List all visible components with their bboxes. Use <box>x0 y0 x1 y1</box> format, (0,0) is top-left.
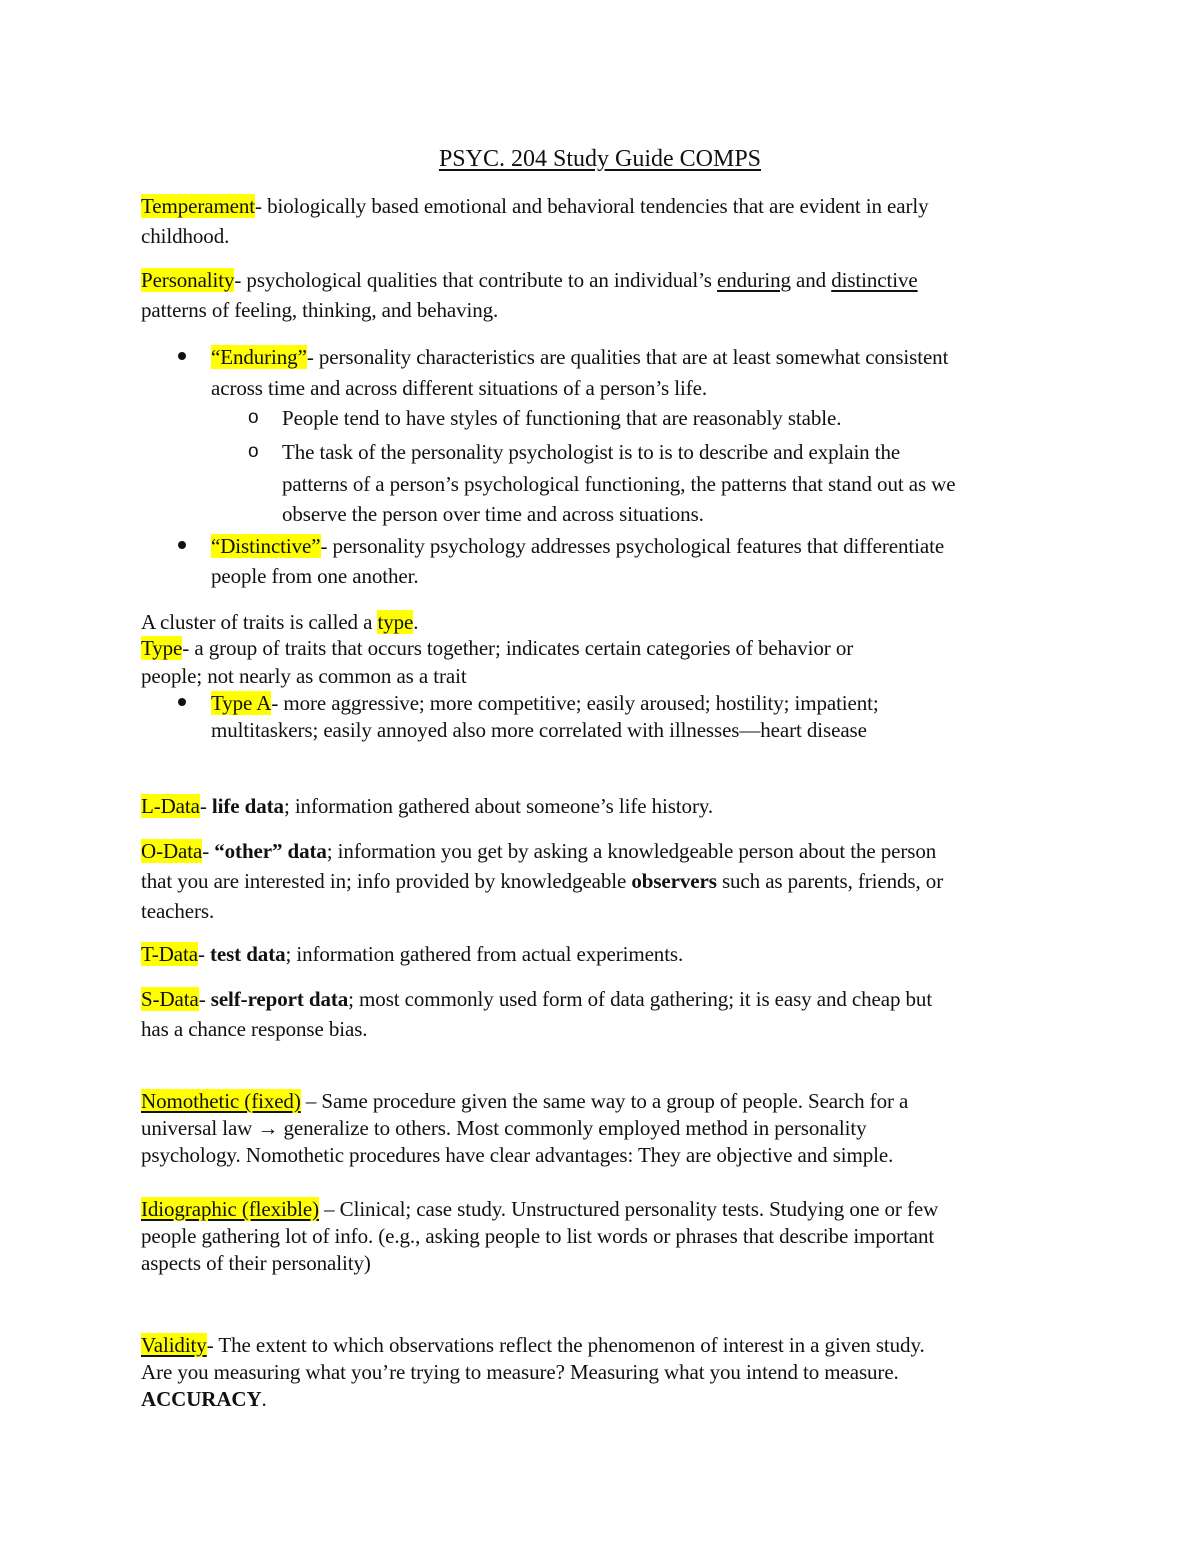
type-a-term: Type A <box>211 691 272 715</box>
enduring-sub-2-line-3: observe the person over time and across situations. <box>282 502 704 526</box>
l-data-line: L-Data- life data; information gathered about someone’s life history. <box>141 794 714 818</box>
personality-term: Personality <box>141 268 235 292</box>
idiographic-line-2: people gathering lot of info. (e.g., asking people to list words or phrases that describe important <box>141 1224 935 1248</box>
nomothetic-line-2: universal law → generalize to others. Most commonly employed method in personality <box>141 1116 867 1140</box>
cluster-line: A cluster of traits is called a type. <box>141 610 419 634</box>
bullet-icon <box>178 352 186 360</box>
accuracy-word: ACCURACY <box>141 1387 262 1411</box>
enduring-line-2: across time and across different situations of a person’s life. <box>211 376 708 400</box>
enduring-term: “Enduring” <box>211 345 307 369</box>
idiographic-line-3: aspects of their personality) <box>141 1251 371 1275</box>
s-data-term: S-Data <box>141 987 199 1011</box>
l-data-term: L-Data <box>141 794 200 818</box>
circle-bullet-icon: o <box>248 407 259 428</box>
s-data-line-1: S-Data- self-report data; most commonly used form of data gathering; it is easy and cheap but <box>141 987 933 1011</box>
distinctive-line-2: people from one another. <box>211 564 419 588</box>
s-data-line-2: has a chance response bias. <box>141 1017 368 1041</box>
idiographic-line-1: Idiographic (flexible) – Clinical; case study. Unstructured personality tests. Studying one or few <box>141 1197 939 1221</box>
t-data-term: T-Data <box>141 942 198 966</box>
enduring-line-1: “Enduring”- personality characteristics are qualities that are at least somewhat consistent <box>211 345 949 369</box>
temperament-line-2: childhood. <box>141 224 230 248</box>
distinctive-underlined: distinctive <box>831 268 918 292</box>
circle-bullet-icon: o <box>248 441 259 462</box>
enduring-underlined: enduring <box>717 268 791 292</box>
bullet-icon <box>178 698 186 706</box>
enduring-sub-2-line-2: patterns of a person’s psychological functioning, the patterns that stand out as we <box>282 472 956 496</box>
o-data-line-1: O-Data- “other” data; information you get by asking a knowledgeable person about the person <box>141 839 937 863</box>
o-data-line-3: teachers. <box>141 899 215 923</box>
o-data-line-2: that you are interested in; info provided by knowledgeable observers such as parents, friends, or <box>141 869 944 893</box>
temperament-line-1: Temperament- biologically based emotional and behavioral tendencies that are evident in early <box>141 194 929 218</box>
enduring-sub-2-line-1: The task of the personality psychologist is to is to describe and explain the <box>282 440 901 464</box>
distinctive-line-1: “Distinctive”- personality psychology addresses psychological features that differentiate <box>211 534 945 558</box>
document-title: PSYC. 204 Study Guide COMPS <box>438 146 762 172</box>
nomothetic-term: Nomothetic (fixed) <box>141 1089 301 1113</box>
idiographic-term: Idiographic (flexible) <box>141 1197 319 1221</box>
validity-line-2: Are you measuring what you’re trying to measure? Measuring what you intend to measure. <box>141 1360 899 1384</box>
nomothetic-line-1: Nomothetic (fixed) – Same procedure given the same way to a group of people. Search for a <box>141 1089 909 1113</box>
type-word: type <box>377 610 414 634</box>
enduring-sub-1: People tend to have styles of functioning that are reasonably stable. <box>282 406 842 430</box>
validity-line-1: Validity- The extent to which observations reflect the phenomenon of interest in a given study. <box>141 1333 925 1357</box>
type-term: Type <box>141 636 183 660</box>
bullet-icon <box>178 541 186 549</box>
personality-line-2: patterns of feeling, thinking, and behaving. <box>141 298 499 322</box>
distinctive-term: “Distinctive” <box>211 534 321 558</box>
type-line-1: Type- a group of traits that occurs together; indicates certain categories of behavior or <box>141 636 854 660</box>
validity-term: Validity <box>141 1333 207 1357</box>
nomothetic-line-3: psychology. Nomothetic procedures have clear advantages: They are objective and simple. <box>141 1143 894 1167</box>
type-line-2: people; not nearly as common as a trait <box>141 664 467 688</box>
o-data-term: O-Data <box>141 839 203 863</box>
personality-line-1: Personality- psychological qualities that contribute to an individual’s enduring and distinctive <box>141 268 918 292</box>
type-a-line-2: multitaskers; easily annoyed also more correlated with illnesses—heart disease <box>211 718 867 742</box>
type-a-line-1: Type A- more aggressive; more competitive; easily aroused; hostility; impatient; <box>211 691 879 715</box>
temperament-term: Temperament <box>141 194 256 218</box>
t-data-line: T-Data- test data; information gathered from actual experiments. <box>141 942 684 966</box>
validity-line-3: ACCURACY. <box>141 1387 267 1411</box>
